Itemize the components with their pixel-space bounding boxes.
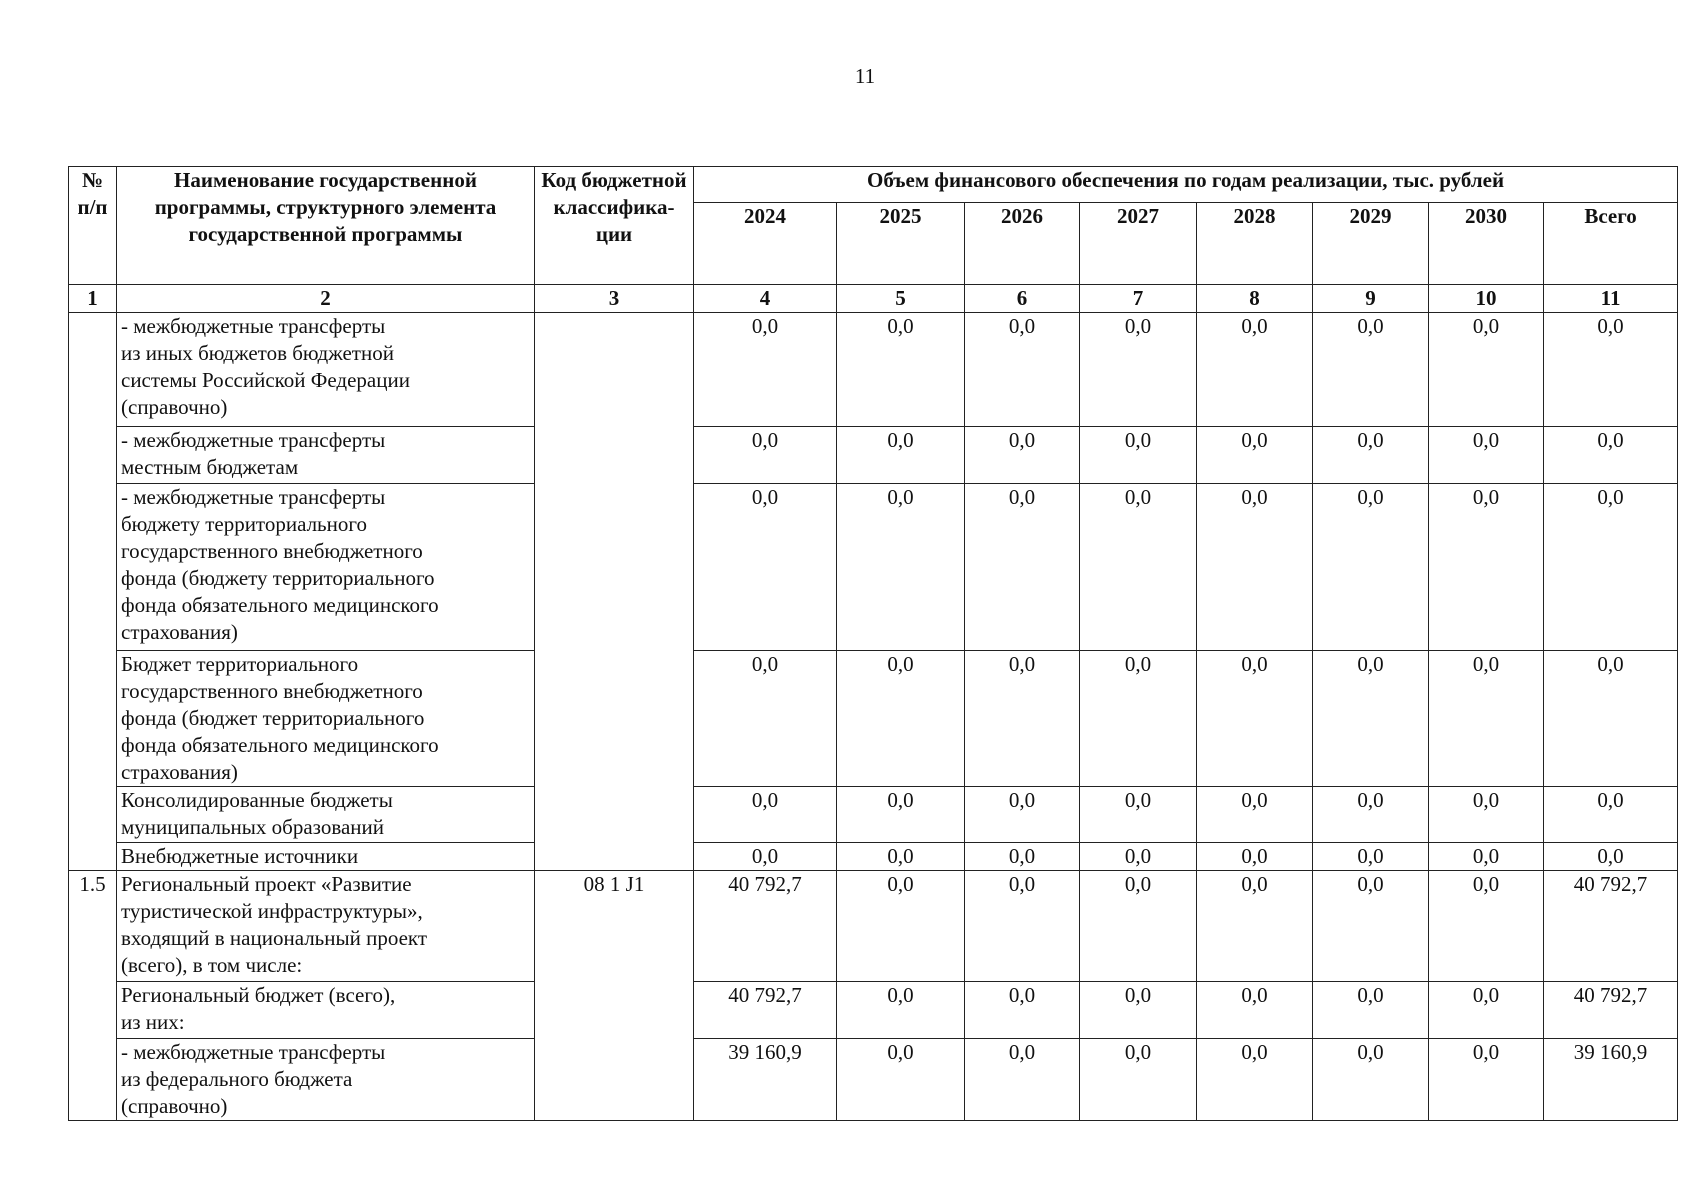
row-name: - межбюджетные трансферты из иных бюджетов бюджетной системы Российской Федерации (справочно) xyxy=(117,313,535,427)
value-cell: 0,0 xyxy=(1429,427,1544,484)
value-cell: 0,0 xyxy=(1313,651,1429,787)
value-cell: 0,0 xyxy=(694,787,837,843)
header-total: Всего xyxy=(1544,203,1678,285)
row-name: Региональный бюджет (всего), из них: xyxy=(117,982,535,1039)
value-cell: 0,0 xyxy=(965,871,1080,982)
value-cell: 0,0 xyxy=(1544,651,1678,787)
value-cell: 0,0 xyxy=(1197,651,1313,787)
value-cell: 0,0 xyxy=(1197,843,1313,871)
value-cell: 0,0 xyxy=(1313,871,1429,982)
value-cell: 0,0 xyxy=(1313,427,1429,484)
column-number: 10 xyxy=(1429,285,1544,313)
column-number: 6 xyxy=(965,285,1080,313)
value-cell: 0,0 xyxy=(1313,787,1429,843)
value-cell: 39 160,9 xyxy=(694,1039,837,1121)
value-cell: 40 792,7 xyxy=(694,982,837,1039)
value-cell: 0,0 xyxy=(965,313,1080,427)
value-cell: 0,0 xyxy=(965,787,1080,843)
value-cell: 0,0 xyxy=(694,843,837,871)
value-cell: 0,0 xyxy=(965,651,1080,787)
value-cell: 0,0 xyxy=(1313,982,1429,1039)
value-cell: 40 792,7 xyxy=(1544,871,1678,982)
header-year-2028: 2028 xyxy=(1197,203,1313,285)
value-cell: 0,0 xyxy=(1080,651,1197,787)
header-year-2026: 2026 xyxy=(965,203,1080,285)
header-index: № п/п xyxy=(69,167,117,285)
table-row xyxy=(69,651,1678,787)
header-name: Наименование государственной программы, структурного элемента государственной программы xyxy=(117,167,535,285)
row-name: Региональный проект «Развитие туристической инфраструктуры», входящий в национальный проект (всего), в том числе: xyxy=(117,871,535,982)
value-cell: 0,0 xyxy=(1197,484,1313,651)
value-cell: 0,0 xyxy=(1429,484,1544,651)
value-cell: 0,0 xyxy=(1313,843,1429,871)
value-cell: 0,0 xyxy=(694,651,837,787)
value-cell: 40 792,7 xyxy=(694,871,837,982)
value-cell: 0,0 xyxy=(1080,427,1197,484)
column-number: 5 xyxy=(837,285,965,313)
value-cell: 0,0 xyxy=(1544,484,1678,651)
value-cell: 0,0 xyxy=(1544,313,1678,427)
value-cell: 0,0 xyxy=(1429,843,1544,871)
table-row xyxy=(69,484,1678,651)
value-cell: 0,0 xyxy=(694,484,837,651)
row-name: Бюджет территориального государственного внебюджетного фонда (бюджет территориального фонда обязательного медицинского страхования) xyxy=(117,651,535,787)
financing-table xyxy=(68,166,1678,1121)
column-number: 7 xyxy=(1080,285,1197,313)
header-year-2029: 2029 xyxy=(1313,203,1429,285)
value-cell: 0,0 xyxy=(837,484,965,651)
value-cell: 0,0 xyxy=(965,1039,1080,1121)
row-name: Консолидированные бюджеты муниципальных образований xyxy=(117,787,535,843)
value-cell: 0,0 xyxy=(965,484,1080,651)
column-number: 9 xyxy=(1313,285,1429,313)
row-name: - межбюджетные трансферты из федерального бюджета (справочно) xyxy=(117,1039,535,1121)
value-cell: 0,0 xyxy=(1313,1039,1429,1121)
value-cell: 0,0 xyxy=(837,982,965,1039)
header-year-2024: 2024 xyxy=(694,203,837,285)
column-number: 4 xyxy=(694,285,837,313)
row-name: Внебюджетные источники xyxy=(117,843,535,871)
value-cell: 0,0 xyxy=(1429,871,1544,982)
value-cell: 0,0 xyxy=(965,982,1080,1039)
table-row xyxy=(69,427,1678,484)
row-name: - межбюджетные трансферты бюджету территориального государственного внебюджетного фонда (бюджету территориального фонда обязательного медицинского страхования) xyxy=(117,484,535,651)
value-cell: 0,0 xyxy=(1197,787,1313,843)
value-cell: 0,0 xyxy=(965,843,1080,871)
row-code: 08 1 J1 xyxy=(535,871,694,1121)
value-cell: 0,0 xyxy=(1313,313,1429,427)
value-cell: 0,0 xyxy=(1080,982,1197,1039)
value-cell: 0,0 xyxy=(1080,1039,1197,1121)
page-number: 11 xyxy=(854,64,876,88)
column-numbers-row xyxy=(69,285,1678,313)
column-number: 2 xyxy=(117,285,535,313)
value-cell: 0,0 xyxy=(1197,871,1313,982)
value-cell: 0,0 xyxy=(837,787,965,843)
value-cell: 0,0 xyxy=(1080,484,1197,651)
column-number: 3 xyxy=(535,285,694,313)
table-row xyxy=(69,1039,1678,1121)
value-cell: 0,0 xyxy=(1544,843,1678,871)
row-code xyxy=(535,313,694,871)
table-row xyxy=(69,982,1678,1039)
column-number: 1 xyxy=(69,285,117,313)
value-cell: 0,0 xyxy=(965,427,1080,484)
value-cell: 0,0 xyxy=(1313,484,1429,651)
header-year-2030: 2030 xyxy=(1429,203,1544,285)
value-cell: 0,0 xyxy=(1080,313,1197,427)
column-number: 8 xyxy=(1197,285,1313,313)
row-index xyxy=(69,313,117,871)
value-cell: 0,0 xyxy=(1544,427,1678,484)
header-code: Код бюджетной классифика-ции xyxy=(535,167,694,285)
table-row xyxy=(69,843,1678,871)
table-row xyxy=(69,313,1678,427)
value-cell: 0,0 xyxy=(837,313,965,427)
value-cell: 0,0 xyxy=(1197,1039,1313,1121)
header-volume: Объем финансового обеспечения по годам реализации, тыс. рублей xyxy=(694,167,1678,203)
row-name: - межбюджетные трансферты местным бюджетам xyxy=(117,427,535,484)
header-year-2025: 2025 xyxy=(837,203,965,285)
value-cell: 0,0 xyxy=(1429,982,1544,1039)
table-row xyxy=(69,871,1678,982)
value-cell: 40 792,7 xyxy=(1544,982,1678,1039)
value-cell: 0,0 xyxy=(837,843,965,871)
value-cell: 0,0 xyxy=(837,1039,965,1121)
value-cell: 0,0 xyxy=(1197,313,1313,427)
value-cell: 0,0 xyxy=(1429,1039,1544,1121)
value-cell: 39 160,9 xyxy=(1544,1039,1678,1121)
table-row xyxy=(69,787,1678,843)
column-number: 11 xyxy=(1544,285,1678,313)
value-cell: 0,0 xyxy=(1197,982,1313,1039)
value-cell: 0,0 xyxy=(694,313,837,427)
header-year-2027: 2027 xyxy=(1080,203,1197,285)
row-index: 1.5 xyxy=(69,871,117,1121)
value-cell: 0,0 xyxy=(1429,787,1544,843)
value-cell: 0,0 xyxy=(694,427,837,484)
value-cell: 0,0 xyxy=(837,871,965,982)
value-cell: 0,0 xyxy=(1080,843,1197,871)
value-cell: 0,0 xyxy=(1080,871,1197,982)
value-cell: 0,0 xyxy=(837,427,965,484)
value-cell: 0,0 xyxy=(1197,427,1313,484)
value-cell: 0,0 xyxy=(1429,651,1544,787)
value-cell: 0,0 xyxy=(1429,313,1544,427)
value-cell: 0,0 xyxy=(1544,787,1678,843)
value-cell: 0,0 xyxy=(837,651,965,787)
value-cell: 0,0 xyxy=(1080,787,1197,843)
